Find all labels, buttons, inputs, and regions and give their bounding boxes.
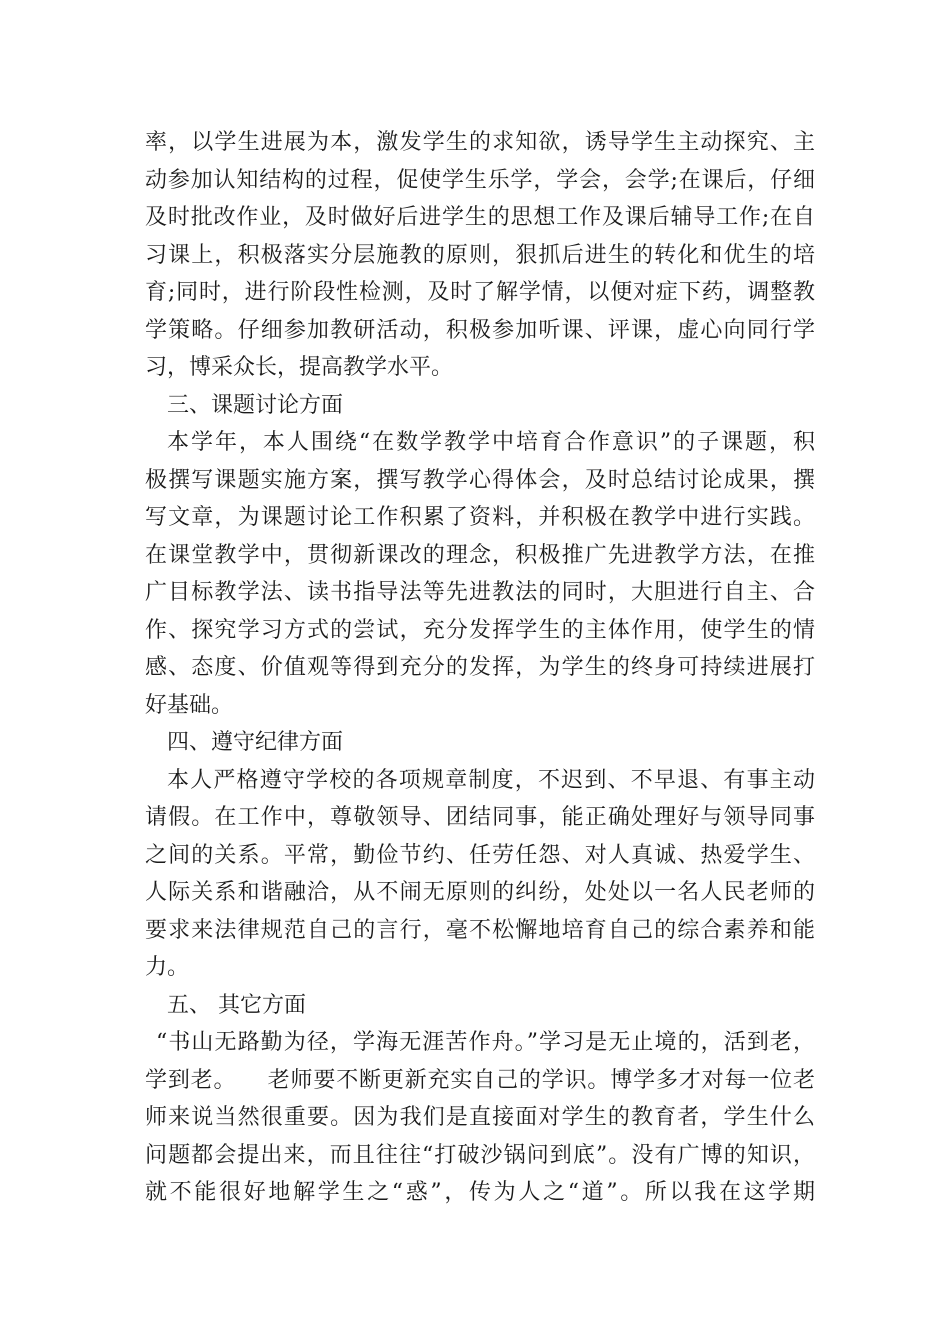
text-line: 就不能很好地解学生之“惑”，传为人之“道”。所以我在这学期 xyxy=(145,1180,815,1205)
text-line: “书山无路勤为径，学海无涯苦作舟。”学习是无止境的，活到老， xyxy=(156,1030,815,1055)
text-line: 作、探究学习方式的尝试，充分发挥学生的主体作用，使学生的情 xyxy=(145,617,815,643)
text-line: 好基础。 xyxy=(145,692,234,718)
text-line: 动参加认知结构的过程，促使学生乐学，学会，会学;在课后，仔细 xyxy=(145,167,815,193)
text-line: 感、态度、价值观等得到充分的发挥，为学生的终身可持续进展打 xyxy=(145,655,815,680)
section-heading: 五、 其它方面 xyxy=(167,992,306,1018)
text-line: 力。 xyxy=(145,955,190,980)
text-line: 广目标教学法、读书指导法等先进教法的同时，大胆进行自主、合 xyxy=(145,580,815,605)
text-line: 师来说当然很重要。因为我们是直接面对学生的教育者，学生什么 xyxy=(145,1105,815,1130)
text-line: 育;同时，进行阶段性检测，及时了解学情，以便对症下药，调整教 xyxy=(145,280,815,305)
text-line: 极撰写课题实施方案，撰写教学心得体会，及时总结讨论成果，撰 xyxy=(145,467,815,493)
text-line: 率，以学生进展为本，激发学生的求知欲，诱导学生主动探究、主 xyxy=(145,130,815,155)
text-line: 及时批改作业，及时做好后进学生的思想工作及课后辅导工作;在自 xyxy=(145,205,815,230)
text-line: 问题都会提出来，而且往往“打破沙锅问到底”。没有广博的知识， xyxy=(145,1142,815,1168)
text-line: 写文章，为课题讨论工作积累了资料，并积极在教学中进行实践。 xyxy=(145,505,815,530)
text-line: 习，博采众长，提高教学水平。 xyxy=(145,355,454,380)
text-line: 人际关系和谐融洽，从不闹无原则的纠纷，处处以一名人民老师的 xyxy=(145,880,815,905)
section-heading: 四、遵守纪律方面 xyxy=(167,730,344,755)
text-line: 本人严格遵守学校的各项规章制度，不迟到、不早退、有事主动 xyxy=(167,767,815,793)
text-line: 请假。在工作中，尊敬领导、团结同事，能正确处理好与领导同事 xyxy=(145,805,815,830)
text-line: 学到老。 老师要不断更新充实自己的学识。博学多才对每一位老 xyxy=(145,1067,815,1093)
text-line: 本学年，本人围绕“在数学教学中培育合作意识”的子课题，积 xyxy=(167,430,815,455)
text-line: 习课上，积极落实分层施教的原则，狠抓后进生的转化和优生的培 xyxy=(145,242,815,268)
text-line: 学策略。仔细参加教研活动，积极参加听课、评课，虚心向同行学 xyxy=(145,317,815,343)
document-body xyxy=(145,124,815,1212)
text-line: 要求来法律规范自己的言行，毫不松懈地培育自己的综合素养和能 xyxy=(145,917,815,943)
text-line: 在课堂教学中，贯彻新课改的理念，积极推广先进教学方法，在推 xyxy=(145,542,815,568)
text-line: 之间的关系。平常，勤俭节约、任劳任怨、对人真诚、热爱学生、 xyxy=(145,842,815,868)
section-heading: 三、课题讨论方面 xyxy=(167,392,344,418)
